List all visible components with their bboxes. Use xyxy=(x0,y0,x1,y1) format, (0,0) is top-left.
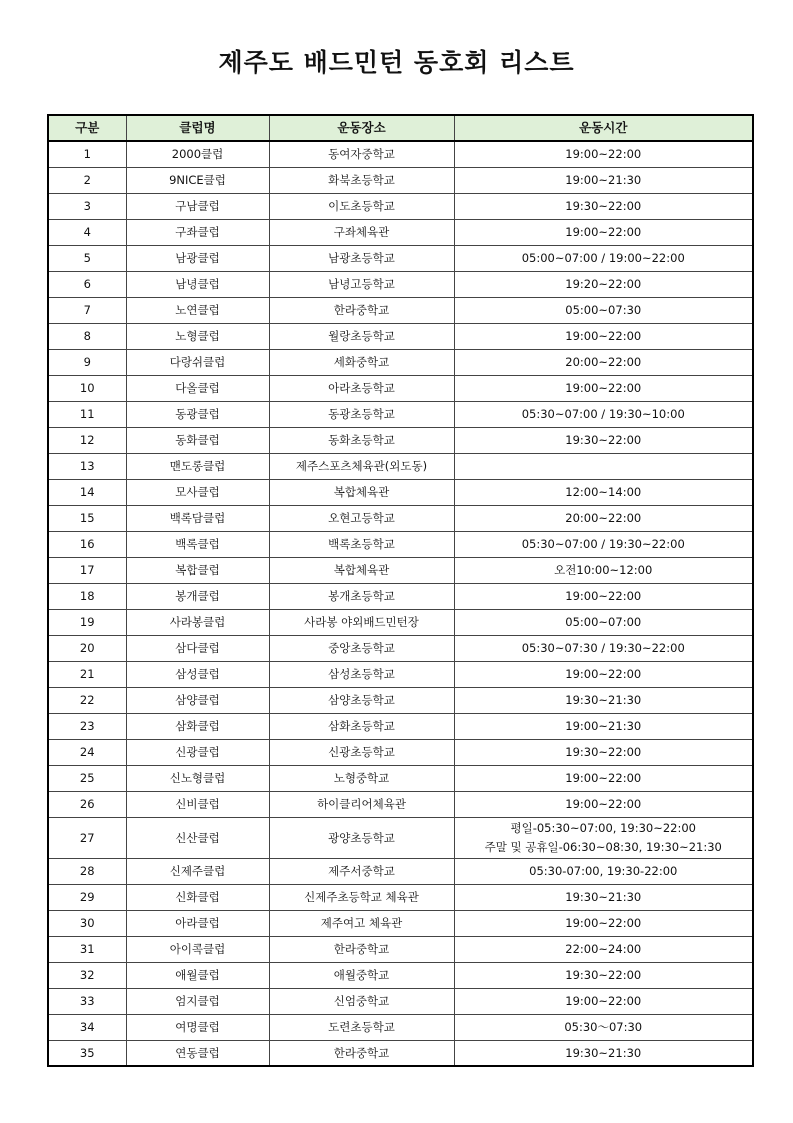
time-line: 19:00~22:00 xyxy=(565,916,642,930)
table-row xyxy=(48,479,753,505)
table-row xyxy=(48,297,753,323)
table-row xyxy=(48,141,753,167)
time-line: 19:00~22:00 xyxy=(565,589,642,603)
cell-venue: 제주스포츠체육관(외도동) xyxy=(269,453,454,479)
cell-time xyxy=(454,635,753,661)
cell-venue: 동광초등학교 xyxy=(269,401,454,427)
table-row xyxy=(48,1014,753,1040)
cell-club: 신광클럽 xyxy=(126,739,269,765)
table-row xyxy=(48,583,753,609)
cell-time xyxy=(454,988,753,1014)
table-row xyxy=(48,910,753,936)
table-row xyxy=(48,453,753,479)
time-line: 19:00~21:30 xyxy=(565,719,642,733)
time-line: 19:00~22:00 xyxy=(565,147,642,162)
cell-no: 10 xyxy=(48,375,126,401)
cell-time xyxy=(454,817,753,858)
cell-time xyxy=(454,453,753,479)
cell-club: 삼성클럽 xyxy=(126,661,269,687)
cell-club: 백록담클럽 xyxy=(126,505,269,531)
cell-no: 34 xyxy=(48,1014,126,1040)
time-line: 05:30~07:00 / 19:30~22:00 xyxy=(521,537,685,551)
cell-venue: 아라초등학교 xyxy=(269,375,454,401)
time-line: 05:00~07:00 xyxy=(565,615,642,629)
cell-no: 19 xyxy=(48,609,126,635)
cell-no: 17 xyxy=(48,557,126,583)
cell-club: 9NICE클럽 xyxy=(126,167,269,193)
cell-time xyxy=(454,375,753,401)
table-row xyxy=(48,635,753,661)
time-line: 평일-05:30~07:00, 19:30~22:00 xyxy=(510,820,696,835)
time-line: 12:00~14:00 xyxy=(565,485,642,499)
table-row xyxy=(48,219,753,245)
cell-time xyxy=(454,765,753,791)
cell-club: 맨도롱클럽 xyxy=(126,453,269,479)
cell-no: 33 xyxy=(48,988,126,1014)
cell-time xyxy=(454,687,753,713)
time-line: 19:30~21:30 xyxy=(565,890,642,904)
header-no: 구분 xyxy=(48,115,126,141)
time-line: 주말 및 공휴일-06:30~08:30, 19:30~21:30 xyxy=(484,839,722,854)
header-time: 운동시간 xyxy=(454,115,753,141)
cell-venue: 백록초등학교 xyxy=(269,531,454,557)
time-line: 05:00~07:00 / 19:00~22:00 xyxy=(521,251,685,265)
cell-no: 30 xyxy=(48,910,126,936)
cell-time xyxy=(454,1040,753,1066)
cell-venue: 중앙초등학교 xyxy=(269,635,454,661)
cell-no: 35 xyxy=(48,1040,126,1066)
cell-no: 29 xyxy=(48,884,126,910)
time-line: 22:00~24:00 xyxy=(565,942,642,956)
cell-no: 2 xyxy=(48,167,126,193)
cell-venue: 제주여고 체육관 xyxy=(269,910,454,936)
table-row xyxy=(48,245,753,271)
cell-no: 5 xyxy=(48,245,126,271)
cell-time xyxy=(454,245,753,271)
cell-club: 애월클럽 xyxy=(126,962,269,988)
cell-time xyxy=(454,713,753,739)
cell-venue: 삼성초등학교 xyxy=(269,661,454,687)
cell-time xyxy=(454,557,753,583)
cell-venue: 노형중학교 xyxy=(269,765,454,791)
time-line: 19:00~21:30 xyxy=(565,173,642,187)
cell-venue: 하이클리어체육관 xyxy=(269,791,454,817)
cell-no: 26 xyxy=(48,791,126,817)
cell-time xyxy=(454,791,753,817)
cell-venue: 한라중학교 xyxy=(269,297,454,323)
time-line: 19:00~22:00 xyxy=(565,667,642,681)
cell-venue: 동화초등학교 xyxy=(269,427,454,453)
cell-club: 아이콕클럽 xyxy=(126,936,269,962)
time-line: 19:00~22:00 xyxy=(565,329,642,343)
cell-club: 신산클럽 xyxy=(126,817,269,858)
cell-venue: 삼화초등학교 xyxy=(269,713,454,739)
cell-club: 동화클럽 xyxy=(126,427,269,453)
cell-no: 7 xyxy=(48,297,126,323)
cell-time xyxy=(454,531,753,557)
cell-venue: 월랑초등학교 xyxy=(269,323,454,349)
cell-time xyxy=(454,1014,753,1040)
cell-no: 22 xyxy=(48,687,126,713)
table-row xyxy=(48,858,753,884)
cell-no: 32 xyxy=(48,962,126,988)
cell-no: 25 xyxy=(48,765,126,791)
table-row xyxy=(48,884,753,910)
cell-venue: 사라봉 야외배드민턴장 xyxy=(269,609,454,635)
cell-club: 사라봉클럽 xyxy=(126,609,269,635)
time-line: 19:00~22:00 xyxy=(565,797,642,811)
time-line: 19:30~22:00 xyxy=(565,968,642,982)
table-row xyxy=(48,713,753,739)
cell-time xyxy=(454,219,753,245)
cell-venue: 이도초등학교 xyxy=(269,193,454,219)
time-line: 19:20~22:00 xyxy=(565,277,642,291)
cell-time xyxy=(454,349,753,375)
time-line: 19:30~22:00 xyxy=(565,433,642,447)
time-line: 19:30~22:00 xyxy=(565,199,642,213)
cell-club: 신화클럽 xyxy=(126,884,269,910)
table-row xyxy=(48,349,753,375)
cell-no: 11 xyxy=(48,401,126,427)
cell-venue: 구좌체육관 xyxy=(269,219,454,245)
cell-time xyxy=(454,583,753,609)
cell-no: 18 xyxy=(48,583,126,609)
table-row xyxy=(48,817,753,858)
time-line: 19:00~22:00 xyxy=(565,225,642,239)
table-row xyxy=(48,323,753,349)
cell-venue: 제주서중학교 xyxy=(269,858,454,884)
cell-club: 다랑쉬클럽 xyxy=(126,349,269,375)
cell-time xyxy=(454,167,753,193)
cell-club: 엄지클럽 xyxy=(126,988,269,1014)
cell-no: 12 xyxy=(48,427,126,453)
cell-venue: 남광초등학교 xyxy=(269,245,454,271)
cell-no: 9 xyxy=(48,349,126,375)
table-row xyxy=(48,167,753,193)
cell-no: 24 xyxy=(48,739,126,765)
cell-time xyxy=(454,936,753,962)
cell-time xyxy=(454,193,753,219)
cell-no: 21 xyxy=(48,661,126,687)
cell-club: 모사클럽 xyxy=(126,479,269,505)
cell-time xyxy=(454,427,753,453)
cell-club: 노형클럽 xyxy=(126,323,269,349)
cell-no: 23 xyxy=(48,713,126,739)
table-row xyxy=(48,988,753,1014)
cell-time xyxy=(454,609,753,635)
cell-venue: 봉개초등학교 xyxy=(269,583,454,609)
cell-no: 20 xyxy=(48,635,126,661)
cell-venue: 신제주초등학교 체육관 xyxy=(269,884,454,910)
table-row xyxy=(48,765,753,791)
table-row xyxy=(48,271,753,297)
club-table xyxy=(47,114,754,1067)
cell-time xyxy=(454,141,753,167)
cell-time xyxy=(454,297,753,323)
table-row xyxy=(48,936,753,962)
cell-venue: 도련초등학교 xyxy=(269,1014,454,1040)
table-row xyxy=(48,661,753,687)
cell-club: 여명클럽 xyxy=(126,1014,269,1040)
cell-club: 백록클럽 xyxy=(126,531,269,557)
cell-venue: 화북초등학교 xyxy=(269,167,454,193)
cell-club: 삼양클럽 xyxy=(126,687,269,713)
header-venue: 운동장소 xyxy=(269,115,454,141)
cell-club: 신비클럽 xyxy=(126,791,269,817)
cell-venue: 세화중학교 xyxy=(269,349,454,375)
cell-venue: 남녕고등학교 xyxy=(269,271,454,297)
table-row xyxy=(48,531,753,557)
cell-venue: 신엄중학교 xyxy=(269,988,454,1014)
cell-club: 봉개클럽 xyxy=(126,583,269,609)
cell-club: 아라클럽 xyxy=(126,910,269,936)
cell-time xyxy=(454,479,753,505)
table-row xyxy=(48,1040,753,1066)
cell-time xyxy=(454,661,753,687)
cell-club: 신제주클럽 xyxy=(126,858,269,884)
cell-time xyxy=(454,739,753,765)
time-line: 05:30〜07:30 xyxy=(564,1020,643,1034)
table-row xyxy=(48,375,753,401)
time-line: 19:30~21:30 xyxy=(565,693,642,707)
cell-club: 구남클럽 xyxy=(126,193,269,219)
cell-no: 27 xyxy=(48,817,126,858)
time-line: 05:30~07:00 / 19:30~10:00 xyxy=(521,407,685,421)
time-line: 19:30~22:00 xyxy=(565,745,642,759)
cell-no: 3 xyxy=(48,193,126,219)
cell-no: 1 xyxy=(48,141,126,167)
cell-venue: 광양초등학교 xyxy=(269,817,454,858)
time-line: 05:00~07:30 xyxy=(565,303,642,317)
cell-no: 28 xyxy=(48,858,126,884)
time-line: 오전10:00~12:00 xyxy=(554,563,653,577)
table-row xyxy=(48,557,753,583)
cell-venue: 신광초등학교 xyxy=(269,739,454,765)
cell-venue: 애월중학교 xyxy=(269,962,454,988)
cell-time xyxy=(454,858,753,884)
table-row xyxy=(48,427,753,453)
time-line: 05:30-07:00, 19:30-22:00 xyxy=(529,864,678,878)
cell-venue: 한라중학교 xyxy=(269,936,454,962)
time-line: 19:00~22:00 xyxy=(565,771,642,785)
table-row xyxy=(48,193,753,219)
cell-club: 다올클럽 xyxy=(126,375,269,401)
cell-club: 신노형클럽 xyxy=(126,765,269,791)
time-line: 05:30~07:30 / 19:30~22:00 xyxy=(521,641,685,655)
cell-no: 15 xyxy=(48,505,126,531)
cell-time xyxy=(454,910,753,936)
time-line: 20:00~22:00 xyxy=(565,355,642,369)
cell-venue: 복합체육관 xyxy=(269,557,454,583)
table-row xyxy=(48,609,753,635)
cell-club: 동광클럽 xyxy=(126,401,269,427)
table-row xyxy=(48,739,753,765)
cell-time xyxy=(454,884,753,910)
time-line: 19:00~22:00 xyxy=(565,381,642,395)
table-body xyxy=(48,141,753,1066)
table-row xyxy=(48,962,753,988)
time-line: 20:00~22:00 xyxy=(565,511,642,525)
cell-time xyxy=(454,401,753,427)
cell-no: 4 xyxy=(48,219,126,245)
cell-club: 2000클럽 xyxy=(126,141,269,167)
cell-venue: 삼양초등학교 xyxy=(269,687,454,713)
table-row xyxy=(48,791,753,817)
table-row xyxy=(48,505,753,531)
cell-no: 16 xyxy=(48,531,126,557)
cell-club: 복합클럽 xyxy=(126,557,269,583)
cell-venue: 오현고등학교 xyxy=(269,505,454,531)
cell-no: 31 xyxy=(48,936,126,962)
cell-no: 13 xyxy=(48,453,126,479)
page-title: 제주도 배드민턴 동호회 리스트 xyxy=(218,48,575,77)
cell-time xyxy=(454,323,753,349)
cell-time xyxy=(454,505,753,531)
time-line: 19:30~21:30 xyxy=(565,1045,642,1060)
cell-club: 삼화클럽 xyxy=(126,713,269,739)
cell-club: 연동클럽 xyxy=(126,1040,269,1066)
cell-time xyxy=(454,271,753,297)
cell-club: 남광클럽 xyxy=(126,245,269,271)
header-club: 클럽명 xyxy=(126,115,269,141)
cell-venue: 한라중학교 xyxy=(269,1040,454,1066)
cell-club: 구좌클럽 xyxy=(126,219,269,245)
cell-club: 삼다클럽 xyxy=(126,635,269,661)
table-header-row xyxy=(48,115,753,141)
cell-venue: 복합체육관 xyxy=(269,479,454,505)
cell-club: 남녕클럽 xyxy=(126,271,269,297)
cell-time xyxy=(454,962,753,988)
table-row xyxy=(48,401,753,427)
cell-no: 8 xyxy=(48,323,126,349)
table-row xyxy=(48,687,753,713)
time-line: 19:00~22:00 xyxy=(565,994,642,1008)
cell-no: 6 xyxy=(48,271,126,297)
cell-venue: 동여자중학교 xyxy=(269,141,454,167)
cell-no: 14 xyxy=(48,479,126,505)
cell-club: 노연클럽 xyxy=(126,297,269,323)
